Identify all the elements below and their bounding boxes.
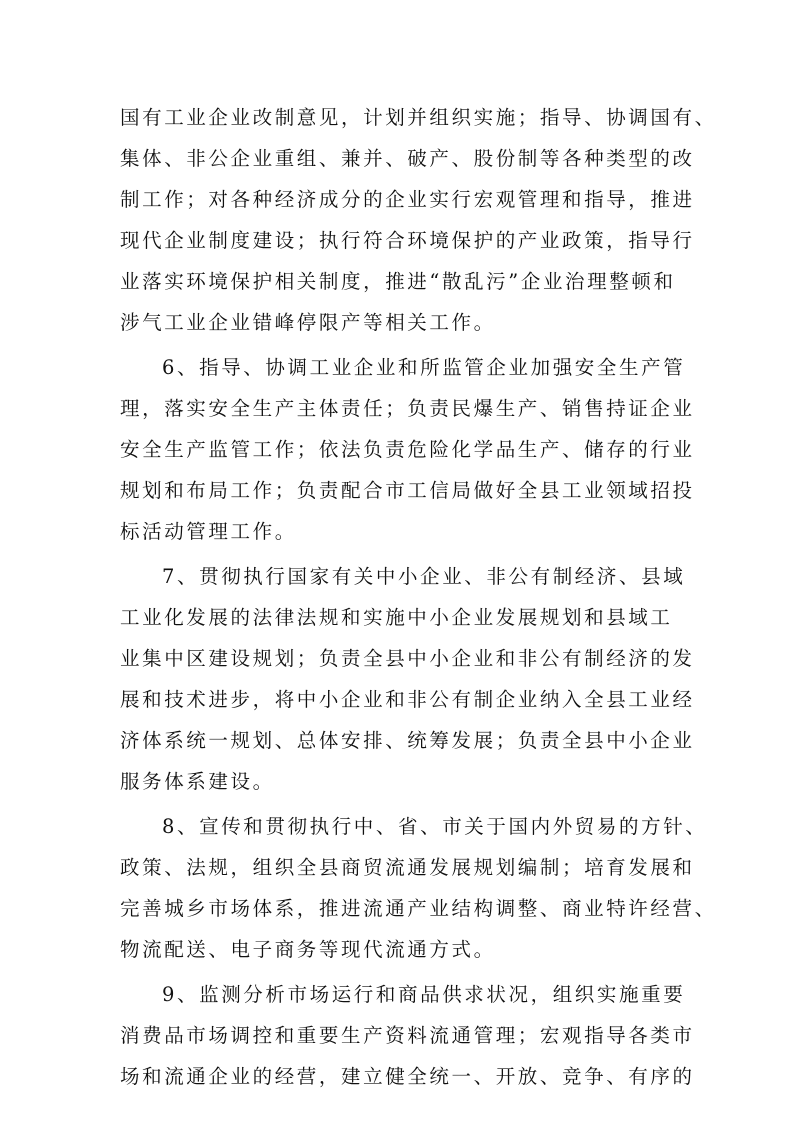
paragraph-line: 9、监测分析市场运行和商品供求状况，组织实施重要 [162,983,686,1006]
paragraph-line: 制工作；对各种经济成分的企业实行宏观管理和指导，推进 [120,188,695,211]
paragraph-line: 服务体系建设。 [120,770,275,793]
paragraph-line: 政策、法规，组织全县商贸流通发展规划编制；培育发展和 [120,856,695,879]
paragraph-line: 6、指导、协调工业企业和所监管企业加强安全生产管 [162,356,686,379]
paragraph-item-7 [120,556,695,802]
paragraph-line: 济体系统一规划、总体安排、统筹发展；负责全县中小企业 [120,729,695,752]
paragraph-item-6 [120,347,695,552]
document-body [120,97,717,1097]
paragraph-continuation [120,97,717,343]
paragraph-line: 7、贯彻执行国家有关中小企业、非公有制经济、县域 [162,565,686,588]
paragraph-line: 理，落实安全生产主体责任；负责民爆生产、销售持证企业 [120,397,695,420]
paragraph-line: 规划和布局工作；负责配合市工信局做好全县工业领域招投 [120,479,695,502]
paragraph-line: 8、宣传和贯彻执行中、省、市关于国内外贸易的方针、 [162,815,708,838]
paragraph-line: 业落实环境保护相关制度，推进“散乱污”企业治理整顿和 [120,270,676,293]
paragraph-line: 完善城乡市场体系，推进流通产业结构调整、商业特许经营、 [120,897,717,920]
paragraph-line: 工业化发展的法律法规和实施中小企业发展规划和县域工 [120,606,673,629]
paragraph-line: 物流配送、电子商务等现代流通方式。 [120,938,496,961]
paragraph-line: 消费品市场调控和重要生产资料流通管理；宏观指导各类市 [120,1024,695,1047]
paragraph-line: 场和流通企业的经营，建立健全统一、开放、竞争、有序的 [120,1065,695,1088]
paragraph-line: 国有工业企业改制意见，计划并组织实施；指导、协调国有、 [120,106,717,129]
paragraph-line: 业集中区建设规划；负责全县中小企业和非公有制经济的发 [120,647,695,670]
paragraph-line: 安全生产监管工作；依法负责危险化学品生产、储存的行业 [120,438,695,461]
paragraph-item-8 [120,806,717,970]
paragraph-line: 涉气工业企业错峰停限产等相关工作。 [120,311,496,334]
paragraph-line: 标活动管理工作。 [120,520,297,543]
paragraph-line: 展和技术进步，将中小企业和非公有制企业纳入全县工业经 [120,688,695,711]
paragraph-line: 集体、非公企业重组、兼并、破产、股份制等各种类型的改 [120,147,695,170]
paragraph-item-9 [120,974,695,1097]
paragraph-line: 现代企业制度建设；执行符合环境保护的产业政策，指导行 [120,229,695,252]
